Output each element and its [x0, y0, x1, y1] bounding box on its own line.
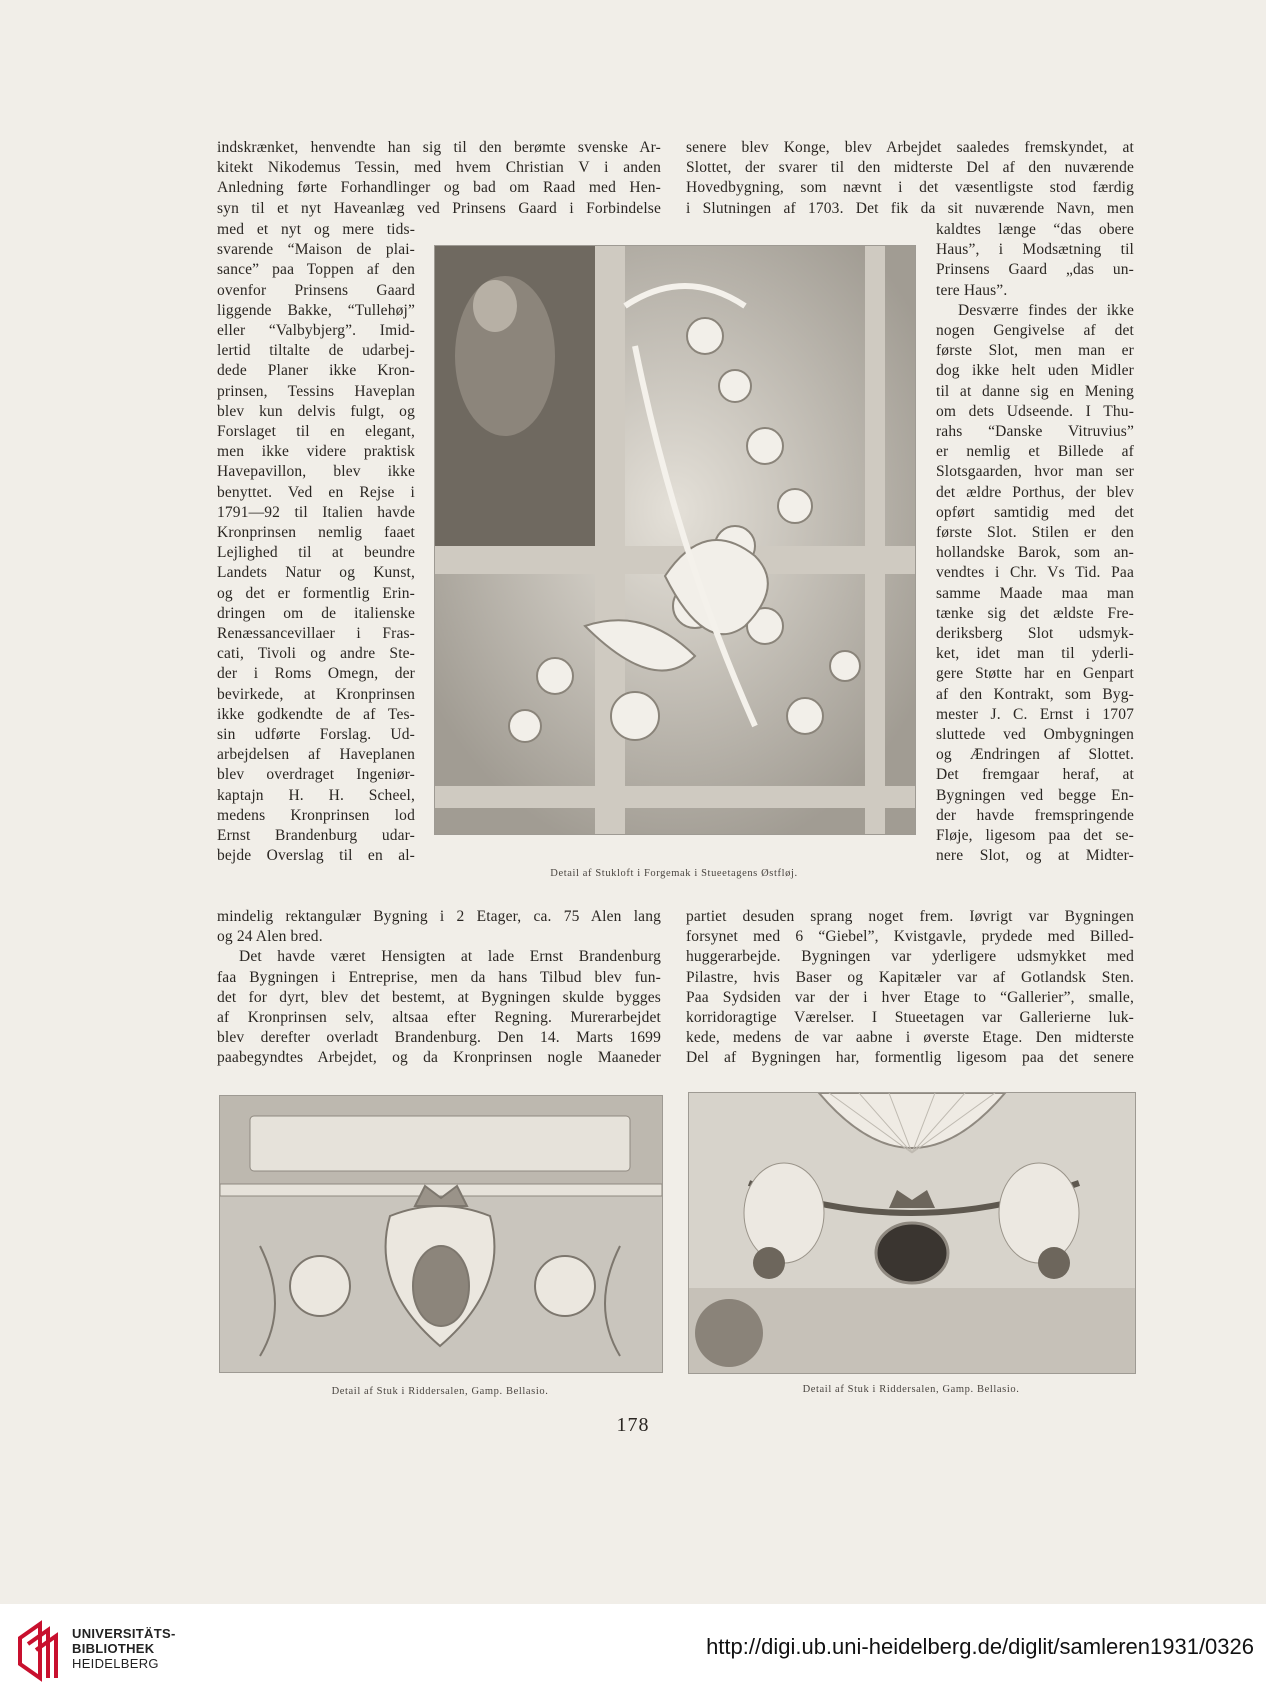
text-line: samme Maade maa man — [936, 584, 1134, 602]
library-footer — [0, 1604, 1266, 1697]
text-line: kaptajn H. H. Scheel, — [217, 786, 415, 804]
text-line: Hovedbygning, som nævnt i det væsentligste stod færdig — [686, 179, 1134, 197]
text-line: dringen om de italienske — [217, 604, 415, 622]
text-line: rahs “Danske Vitruvius” — [936, 423, 1134, 440]
text-line: sance” paa Toppen af den — [217, 261, 415, 279]
source-url-link[interactable]: http://digi.ub.uni-heidelberg.de/diglit/samleren1931/0326 — [706, 1634, 1254, 1659]
text-line: Prinsens Gaard „das un- — [936, 261, 1134, 279]
text-line: syn til et nyt Haveanlæg ved Prinsens Gaard i Forbindelse — [217, 199, 661, 217]
text-line: Del af Bygningen har, formentlig ligesom paa det senere — [686, 1049, 1134, 1067]
text-line: opført samtidig med det — [936, 503, 1134, 521]
text-line: ikke godkendte de af Tes- — [217, 705, 415, 723]
stucco-riddersal-photo-right — [688, 1092, 1136, 1374]
text-line: arbejdelsen af Haveplanen — [217, 746, 415, 764]
stucco-riddersal-photo-left — [219, 1095, 663, 1373]
text-line: prinsen, Tessins Haveplan — [217, 382, 415, 400]
text-line: Landets Natur og Kunst, — [217, 564, 415, 582]
bottom-right-caption: Detail af Stuk i Riddersalen, Gamp. Bellasio. — [802, 1384, 1020, 1395]
text-line: med et nyt og mere tids- — [217, 221, 415, 238]
text-line: af Kronprinsen selv, altsaa efter Regning. Murerarbejdet — [217, 1009, 661, 1026]
text-line: Pilastre, hvis Baser og Kapitæler var af Gotlandsk Sten. — [686, 968, 1134, 986]
text-line: om dets Udseende. I Thu- — [936, 402, 1134, 420]
text-line: ket, idet man til yderli- — [936, 645, 1134, 663]
university-library-logo-icon — [14, 1618, 64, 1684]
text-line: huggerarbejde. Bygningen var yderligere udsmykket med — [686, 948, 1134, 966]
text-line: bevirkede, at Kronprinsen — [217, 685, 415, 703]
text-line: nere Slot, og at Midter- — [936, 847, 1134, 865]
text-line: Haus”, i Modsætning til — [936, 241, 1134, 259]
text-line: paabegyndtes Arbejdet, og da Kronprinsen nogle Maaneder — [217, 1049, 661, 1067]
text-line: det ældre Porthus, der blev — [936, 483, 1134, 501]
text-line: i Slutningen af 1703. Det fik da sit nuværende Navn, men — [686, 199, 1134, 217]
text-line: gere Støtte har en Genpart — [936, 665, 1134, 683]
text-line: medens Kronprinsen lod — [217, 806, 415, 824]
logo-line-3: HEIDELBERG — [72, 1656, 159, 1671]
text-line: faa Bygningen i Entreprise, men da hans Tilbud blev fun- — [217, 968, 661, 986]
text-line: mester J. C. Ernst i 1707 — [936, 705, 1134, 723]
text-line: Bygningen ved begge En- — [936, 786, 1134, 804]
text-line: mindelig rektangulær Bygning i 2 Etager, ca. 75 Alen lang — [217, 908, 661, 925]
text-line: Ernst Brandenburg udar- — [217, 827, 415, 844]
text-line: Anledning førte Forhandlinger og bad om Raad med Hen- — [217, 179, 661, 197]
text-line: sluttede ved Ombygningen — [936, 726, 1134, 743]
text-line: cati, Tivoli og andre Ste- — [217, 645, 415, 663]
text-line: der havde fremspringende — [936, 806, 1134, 824]
text-line: Slotsgaarden, hvor man ser — [936, 463, 1134, 481]
text-line: Fløje, ligesom paa det se- — [936, 827, 1134, 844]
text-line: nogen Gengivelse af det — [936, 322, 1134, 339]
text-line: deriksberg Slot udsmyk- — [936, 625, 1134, 642]
text-line: Slottet, der svarer til den midterste Del af den nuværende — [686, 159, 1134, 177]
text-line: Forslaget til en elegant, — [217, 423, 415, 440]
text-line: ovenfor Prinsens Gaard — [217, 281, 415, 299]
text-line: sin udførte Forslag. Ud- — [217, 726, 415, 743]
text-line: bejde Overslag til en al- — [217, 847, 415, 865]
logo-line-2: BIBLIOTHEK — [72, 1641, 155, 1656]
text-line: partiet desuden sprang noget frem. Iøvrigt var Bygningen — [686, 908, 1134, 925]
text-line: det for dyrt, blev det bestemt, at Bygningen skulde bygges — [217, 988, 661, 1006]
text-line: men ikke videre praktisk — [217, 443, 415, 461]
text-line: af den Kontrakt, som Byg- — [936, 685, 1134, 703]
stucco-left-illustration — [220, 1096, 662, 1372]
text-line: lertid tiltalte de udarbej- — [217, 342, 415, 360]
text-line: forsynet med 6 “Giebel”, Kvistgavle, prydede med Billed- — [686, 928, 1134, 946]
text-line: korridoragtige Værelser. I Stueetagen var Gallerierne luk- — [686, 1009, 1134, 1026]
text-line: Havepavillon, blev ikke — [217, 463, 415, 481]
text-line: første Slot. Stilen er den — [936, 524, 1134, 541]
text-line: Renæssancevillaer i Fras- — [217, 625, 415, 642]
stucco-ceiling-photo — [434, 245, 916, 835]
text-line: og Ændringen af Slottet. — [936, 746, 1134, 764]
text-line: eller “Valbybjerg”. Imid- — [217, 322, 415, 339]
text-line: blev kun delvis fulgt, og — [217, 402, 415, 420]
text-line: Lejlighed til at beundre — [217, 544, 415, 562]
text-line: og det er formentlig Erin- — [217, 584, 415, 602]
bottom-left-caption: Detail af Stuk i Riddersalen, Gamp. Bellasio. — [331, 1386, 549, 1397]
text-line: Desværre findes der ikke — [958, 301, 1134, 319]
text-line: senere blev Konge, blev Arbejdet saaledes fremskyndet, at — [686, 139, 1134, 156]
text-line: Kronprinsen nemlig faaet — [217, 524, 415, 541]
text-line: kitekt Nikodemus Tessin, med hvem Christian V i anden — [217, 159, 661, 177]
text-line: Det fremgaar heraf, at — [936, 766, 1134, 784]
logo-line-1: UNIVERSITÄTS- — [72, 1626, 176, 1641]
text-line: svarende “Maison de plai- — [217, 241, 415, 259]
stucco-right-illustration — [689, 1093, 1135, 1373]
stucco-ceiling-illustration — [435, 246, 915, 834]
text-line: til at danne sig en Mening — [936, 382, 1134, 400]
main-photo-caption: Detail af Stukloft i Forgemak i Stueetagens Østfløj. — [550, 868, 798, 879]
text-line: kede, medens de var aabne i øverste Etage. Den midterste — [686, 1029, 1134, 1047]
text-line: blev overdraget Ingeniør- — [217, 766, 415, 784]
text-line: første Slot, men man er — [936, 342, 1134, 360]
text-line: indskrænket, henvendte han sig til den berømte svenske Ar- — [217, 139, 661, 156]
text-line: vendtes i Chr. Vs Tid. Paa — [936, 564, 1134, 582]
text-line: 1791—92 til Italien havde — [217, 503, 415, 521]
text-line: liggende Bakke, “Tullehøj” — [217, 301, 415, 319]
text-line: er nemlig et Billede af — [936, 443, 1134, 461]
text-line: dog ikke helt uden Midler — [936, 362, 1134, 380]
text-line: hollandske Barok, som an- — [936, 544, 1134, 562]
text-line: tere Haus”. — [936, 281, 1008, 299]
text-line: og 24 Alen bred. — [217, 928, 323, 946]
text-line: kaldtes længe “das obere — [936, 221, 1134, 238]
text-line: Det havde været Hensigten at lade Ernst Brandenburg — [239, 948, 661, 966]
text-line: blev derefter overladt Brandenburg. Den 14. Marts 1699 — [217, 1029, 661, 1047]
page-number: 178 — [616, 1414, 650, 1436]
text-line: dede Planer ikke Kron- — [217, 362, 415, 380]
text-line: der i Roms Omegn, der — [217, 665, 415, 683]
text-line: tænke sig det ældste Fre- — [936, 604, 1134, 622]
text-line: Paa Sydsiden var der i hver Etage to “Gallerier”, smalle, — [686, 988, 1134, 1006]
text-line: benyttet. Ved en Rejse i — [217, 483, 415, 501]
